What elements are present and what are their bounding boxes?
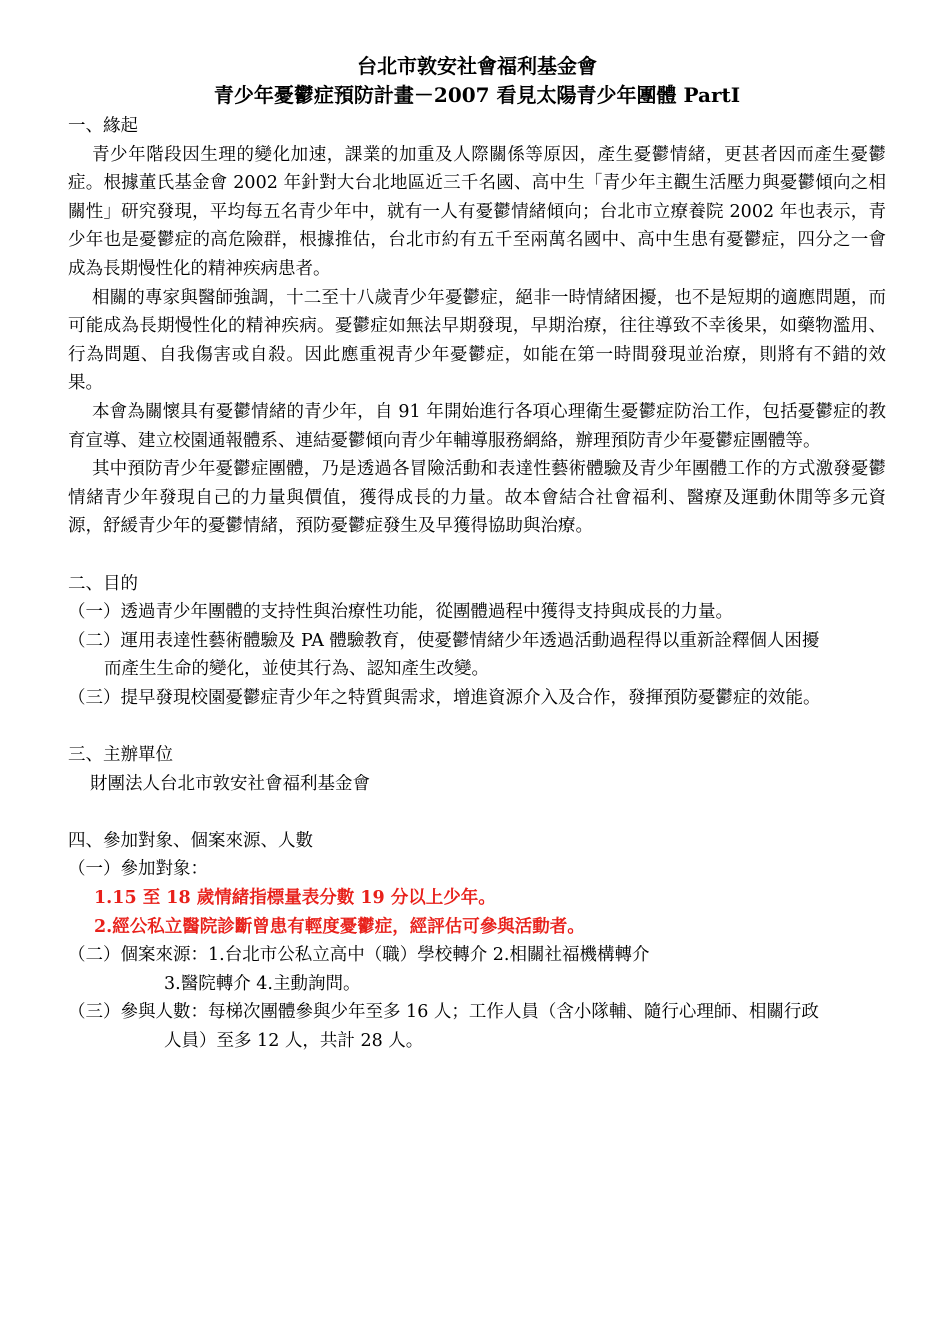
section-spacer	[68, 712, 886, 741]
purpose-item-continuation: 而產生生命的變化，並使其行為、認知產生改變。	[104, 659, 489, 680]
origin-paragraph: 其中預防青少年憂鬱症團體，乃是透過各冒險活動和表達性藝術體驗及青少年團體工作的方式激發憂鬱情緒青少年發現自己的力量與價值，獲得成長的力量。故本會結合社會福利、醫療及運動休閒等多元資源，舒緩青少年的憂鬱情緒，預防憂鬱症發生及早獲得協助與治療。	[68, 459, 886, 537]
participants-target-criterion: 2.經公私立醫院診斷曾患有輕度憂鬱症，經評估可參與活動者。	[94, 916, 585, 937]
document-title-organization: 台北市敦安社會福利基金會	[357, 54, 597, 78]
document-title-project: 青少年憂鬱症預防計畫－2007 看見太陽青少年團體 PartI	[213, 83, 741, 107]
participants-count: （三）參與人數：每梯次團體參與少年至多 16 人；工作人員（含小隊輔、隨行心理師、相關行政	[68, 1002, 819, 1023]
participants-case-source-continuation: 3.醫院轉介 4.主動詢問。	[164, 973, 361, 994]
section-spacer	[68, 541, 886, 570]
participants-target-criterion: 1.15 至 18 歲情緒指標量表分數 19 分以上少年。	[94, 888, 496, 909]
section-heading-participants: 四、參加對象、個案來源、人數	[68, 830, 313, 851]
section-heading-purpose: 二、目的	[68, 573, 138, 594]
origin-paragraph: 青少年階段因生理的變化加速，課業的加重及人際關係等原因，產生憂鬱情緒，更甚者因而產生憂鬱症。根據董氏基金會 2002 年針對大台北地區近三千名國、高中生「青少年主觀生活壓力與憂鬱傾向之相關性」研究發現，平均每五名青少年中，就有一人有憂鬱情緒傾向；台北市立療養院 2002 年也表示，青少年也是憂鬱症的高危險群，根據推估，台北市約有五千至兩萬名國中、高中生患有憂鬱症，四分之一會成為長期慢性化的精神疾病患者。	[68, 144, 886, 279]
section-spacer	[68, 798, 886, 827]
origin-paragraph: 本會為關懷具有憂鬱情緒的青少年，自 91 年開始進行各項心理衛生憂鬱症防治工作，包括憂鬱症的教育宣導、建立校園通報體系、連結憂鬱傾向青少年輔導服務網絡，辦理預防青少年憂鬱症團體等。	[68, 401, 886, 451]
section-heading-origin: 一、緣起	[68, 116, 138, 136]
section-heading-organizer: 三、主辦單位	[68, 745, 173, 766]
purpose-item: （三）提早發現校園憂鬱症青少年之特質與需求，增進資源介入及合作，發揮預防憂鬱症的效能。	[68, 687, 821, 708]
participants-count-continuation: 人員）至多 12 人，共計 28 人。	[164, 1031, 424, 1051]
participants-case-source: （二）個案來源：1.台北市公私立高中（職）學校轉介 2.相關社福機構轉介	[68, 945, 650, 966]
purpose-item: （二）運用表達性藝術體驗及 PA 體驗教育，使憂鬱情緒少年透過活動過程得以重新詮釋個人困擾	[68, 630, 820, 651]
purpose-item: （一）透過青少年團體的支持性與治療性功能，從團體過程中獲得支持與成長的力量。	[68, 602, 733, 623]
participants-target-label: （一）參加對象：	[68, 859, 208, 880]
origin-paragraph: 相關的專家與醫師強調，十二至十八歲青少年憂鬱症，絕非一時情緒困擾，也不是短期的適應問題，而可能成為長期慢性化的精神疾病。憂鬱症如無法早期發現，早期治療，往往導致不幸後果，如藥物濫用、行為問題、自我傷害或自殺。因此應重視青少年憂鬱症，如能在第一時間發現並治療，則將有不錯的效果。	[68, 287, 886, 394]
organizer-name: 財團法人台北市敦安社會福利基金會	[90, 773, 370, 794]
document-page	[68, 52, 886, 1056]
